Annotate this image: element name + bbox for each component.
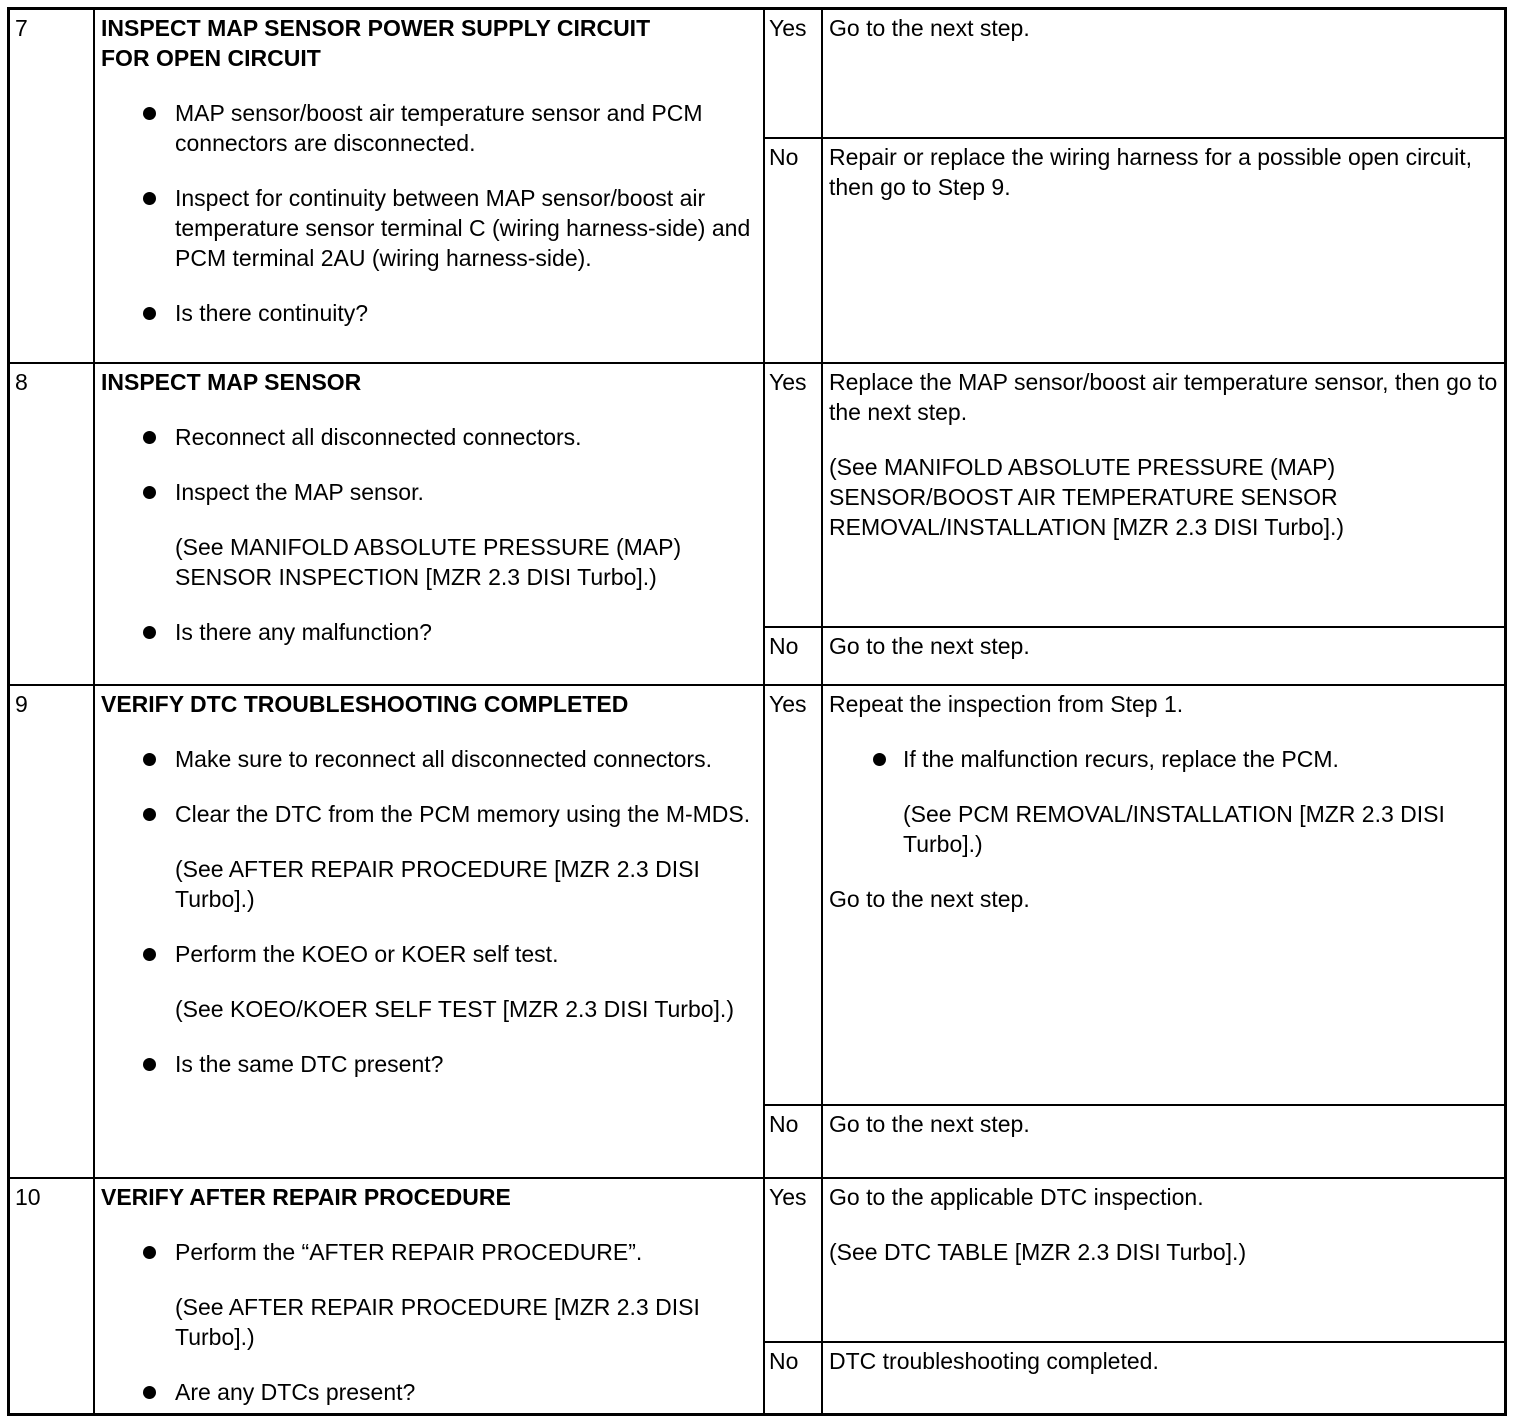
bullet-icon [143,486,156,499]
step-title-line1: INSPECT MAP SENSOR POWER SUPPLY CIRCUIT [101,15,651,41]
step-inspection [94,685,764,1178]
no-action: Go to the next step. [822,627,1506,685]
yes-action [822,1178,1506,1342]
step-7-yes-row [9,9,1506,139]
bullet-text: Reconnect all disconnected connectors. [175,423,582,450]
no-action: Repair or replace the wiring harness for a possible open circuit, then go to Step 9. [822,138,1506,363]
bullet-text: Are any DTCs present? [175,1378,416,1405]
troubleshooting-table [7,7,1507,1416]
reference-note: (See DTC TABLE [MZR 2.3 DISI Turbo].) [829,1238,1247,1265]
no-label: No [764,1105,822,1178]
bullet-text: Make sure to reconnect all disconnected connectors. [175,745,712,772]
step-9-yes-row [9,685,1506,1105]
bullet-icon [143,1058,156,1071]
bullet-icon [143,948,156,961]
list-item [175,1049,757,1079]
step-title-line2: FOR OPEN CIRCUIT [101,45,321,71]
bullet-text: MAP sensor/boost air temperature sensor and PCM connectors are disconnected. [175,100,703,156]
yes-action [822,685,1506,1105]
reference-note: (See AFTER REPAIR PROCEDURE [MZR 2.3 DISI Turbo].) [175,1293,700,1350]
list-item [175,1237,757,1352]
action-text: Go to the next step. [829,885,1030,912]
step-title [101,13,757,73]
bullet-text: Inspect the MAP sensor. [175,478,424,505]
no-action: Go to the next step. [822,1105,1506,1178]
bullet-icon [143,307,156,320]
list-item [175,183,757,273]
step-title: INSPECT MAP SENSOR [101,368,362,395]
bullet-text: Perform the “AFTER REPAIR PROCEDURE”. [175,1238,643,1265]
bullet-text: Clear the DTC from the PCM memory using the M-MDS. [175,800,751,827]
list-item [175,744,757,774]
bullet-icon [873,753,886,766]
step-10-yes-row [9,1178,1506,1342]
inspection-bullets [101,422,757,647]
list-item [903,744,1500,859]
action-text: Repeat the inspection from Step 1. [829,690,1184,717]
no-label: No [764,1342,822,1415]
bullet-icon [143,431,156,444]
yes-label: Yes [764,685,822,1105]
no-action: DTC troubleshooting completed. [822,1342,1506,1415]
inspection-bullets [101,98,757,328]
list-item [175,939,757,1024]
bullet-text: Is there continuity? [175,300,369,326]
bullet-text: If the malfunction recurs, replace the PCM. [903,745,1339,772]
bullet-icon [143,107,156,120]
yes-action [822,363,1506,627]
step-title: VERIFY AFTER REPAIR PROCEDURE [101,1183,511,1210]
list-item [175,617,757,647]
step-number: 9 [9,685,95,1178]
reference-note: (See KOEO/KOER SELF TEST [MZR 2.3 DISI Turbo].) [175,995,734,1022]
list-item [175,1377,757,1407]
action-text: Go to the applicable DTC inspection. [829,1183,1204,1210]
inspection-bullets [101,1237,757,1407]
action-bullets [829,744,1500,859]
yes-label: Yes [764,9,822,139]
action-text: Replace the MAP sensor/boost air temperature sensor, then go to the next step. [829,368,1498,425]
step-inspection [94,363,764,685]
no-label: No [764,627,822,685]
inspection-bullets [101,744,757,1079]
list-item [175,477,757,592]
bullet-icon [143,753,156,766]
step-inspection [94,1178,764,1415]
step-inspection [94,9,764,363]
reference-note: (See MANIFOLD ABSOLUTE PRESSURE (MAP) SENSOR/BOOST AIR TEMPERATURE SENSOR REMOVAL/INSTALLATION [MZR 2.3 DISI Turbo].) [829,453,1345,540]
list-item [175,799,757,914]
list-item [175,98,757,158]
bullet-text: Inspect for continuity between MAP sensor/boost air temperature sensor terminal C (wiring harness-side) and PCM terminal 2AU (wiring harness-side). [175,185,751,271]
yes-action: Go to the next step. [822,9,1506,139]
step-number: 8 [9,363,95,685]
yes-label: Yes [764,1178,822,1342]
bullet-text: Perform the KOEO or KOER self test. [175,940,559,967]
bullet-icon [143,808,156,821]
no-label: No [764,138,822,363]
bullet-icon [143,1246,156,1259]
step-number: 10 [9,1178,95,1415]
bullet-text: Is the same DTC present? [175,1050,444,1077]
bullet-icon [143,626,156,639]
list-item [175,422,757,452]
step-number: 7 [9,9,95,363]
list-item [175,298,757,328]
bullet-icon [143,192,156,205]
reference-note: (See MANIFOLD ABSOLUTE PRESSURE (MAP) SENSOR INSPECTION [MZR 2.3 DISI Turbo].) [175,533,682,590]
bullet-text: Is there any malfunction? [175,618,432,645]
bullet-icon [143,1386,156,1399]
step-8-yes-row [9,363,1506,627]
yes-label: Yes [764,363,822,627]
reference-note: (See AFTER REPAIR PROCEDURE [MZR 2.3 DISI Turbo].) [175,855,700,912]
reference-note: (See PCM REMOVAL/INSTALLATION [MZR 2.3 DISI Turbo].) [903,800,1445,857]
step-title: VERIFY DTC TROUBLESHOOTING COMPLETED [101,690,629,717]
